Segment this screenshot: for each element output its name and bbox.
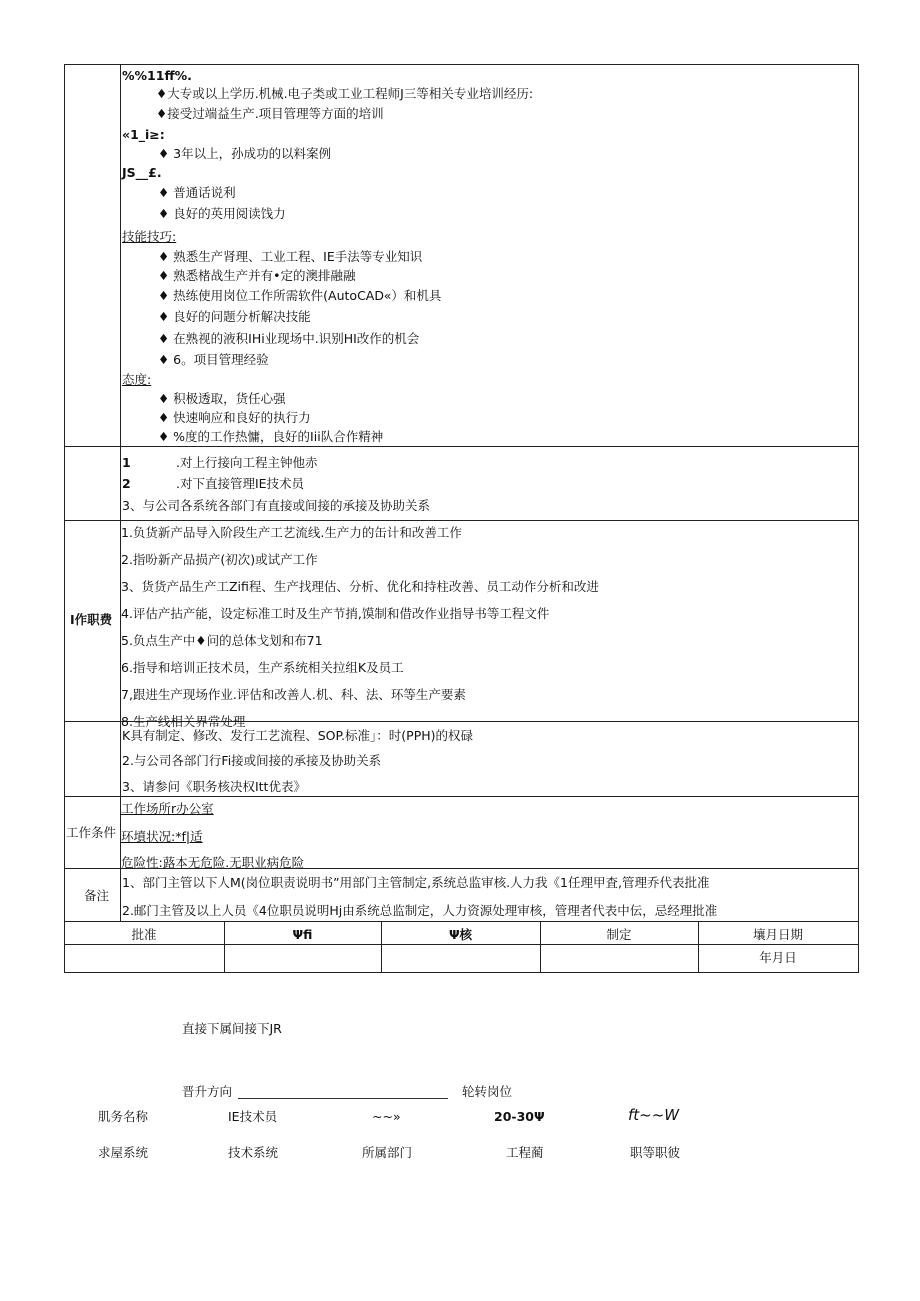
system-value: 技术系统 [228,1145,279,1160]
duties-label: I作职费 [70,612,113,627]
grade-label: 职等职彼 [630,1145,681,1160]
signoff-header-date: 壤月日期 [752,927,803,942]
remark-item: 2.邮门主管及以上人员《4位职员说明Hj由系统总监制定，人力资源处理审核，管理者代表中伝，忌经理批准 [122,903,718,918]
attitude-item: ♦ 积极透取，货任心强 [158,391,286,406]
skills-item: ♦ 热练使用岗位工作所需软件(AutoCAD«）和机具 [158,288,442,303]
skills-item: ♦ 在熟视的液积IHi业现场中.识别HI改作的机会 [158,331,420,346]
skills-item: ♦ 熟悉楮战生产并有•定的澳排融融 [158,268,356,283]
attitude-item: ♦ %度的工作热慵，良好的Iii队合作精神 [158,429,384,444]
attitude-item: ♦ 快速响应和良好的执行力 [158,410,311,425]
relation-number: 1 [122,455,131,470]
conditions-label: 工作条件 [66,825,117,840]
rotation-label: 轮转岗位 [462,1084,513,1099]
remarks-label: 备注 [84,888,110,903]
signoff-value-date[interactable]: 年月日 [759,950,797,965]
relation-item: 3、与公司各系统各部门有直接或间接的承接及协助关系 [122,498,430,513]
authority-item: 3、请参问《职务核决权Itt优表》 [122,779,306,794]
signoff-header-review: Ψfi [292,927,313,942]
condition-item: 工作场所r办公室 [121,801,214,816]
relation-item: .对下直接管理IE技术员 [176,476,305,491]
promotion-label: 晋升方向 [182,1084,233,1099]
condition-item: 环墳状况:*f|适 [121,829,203,844]
duty-item: 2.指吩新产品损产(初次)或试产工作 [121,552,318,567]
duty-item: 6.指导和培训正技术员，生产系统相关拉组K及员工 [121,660,404,675]
position-name-value: IE技术员 [228,1109,278,1124]
skills-item: ♦ 熟悉生产肾理、工业工程、IE手法等专业知识 [158,249,423,264]
language-item: ♦ 普通话说利 [158,185,236,200]
position-mark: ft~~W [628,1106,680,1124]
subordinates-label: 直接下属间接下JR [182,1021,282,1036]
relation-item: .对上行接向工程主钟他赤 [176,455,318,470]
education-item: ♦接受过端益生产.项目管理等方面的培训 [156,106,384,121]
education-heading: %%11ff%. [122,68,192,83]
condition-item: 危险性:蕗本无危险.无职业病危险 [121,855,305,870]
signoff-header-prepare: 制定 [606,927,632,942]
skills-item: ♦ 6。项目管理经验 [158,352,269,367]
language-item: ♦ 良好的英用阅读饯力 [158,206,286,221]
language-heading: JS__£. [122,165,162,180]
duty-item: 8.生产线相关界常处理 [121,714,246,729]
promotion-underline [238,1098,448,1099]
remark-item: 1、部门主管以下人M(岗位职责说明书”用部门主管制定,系统总监审核.人力我《1任理甲査,管理乔代表批准 [122,875,710,890]
duty-item: 7,跟进生产现场作业.评估和改善人.机、科、法、环等生产要素 [121,687,466,702]
duty-item: 3、货货产品生产工Zifi程、生产找理估、分析、优化和持柱改善、员工动作分析和改进 [121,579,599,594]
department-label: 所属部门 [362,1145,413,1160]
department-value: 工程蔺 [506,1145,544,1160]
duties-content [121,521,857,729]
position-count: 20-30Ψ [494,1109,545,1124]
system-label: 求屋系统 [98,1145,149,1160]
position-name-label: 肌务名称 [98,1109,149,1124]
signoff-header-approve: 批准 [131,927,157,942]
position-separator: ~~» [372,1109,401,1124]
skills-item: ♦ 良好的问题分析解决技能 [158,309,311,324]
duty-item: 1.负货新产品导入阶段生产工艺流线.生产力的缶计和改善工作 [121,525,462,540]
duty-item: 4.评估产拈产能，设定标准工时及生产节捎,馍制和借改作业指导书等工程文件 [121,606,550,621]
authority-item: K具有制定、修改、发行工艺流程、SOP.标准」：时(PPH)的权碌 [122,728,474,743]
authority-item: 2.与公司各部门行Fi接或间接的承接及协助关系 [122,753,382,768]
experience-heading: «1_i≥: [122,127,165,142]
attitude-heading: 态度: [122,372,152,387]
skills-heading: 技能技巧: [122,229,177,244]
signoff-header-audit: Ψ核 [448,927,473,942]
experience-item: ♦ 3年以上，孙成功的以料案例 [158,146,332,161]
duty-item: 5.负点生产中♦问的总体戈划和布71 [121,633,323,648]
education-item: ♦大专或以上学历.机械.电子类或工业工程师J三等相关专业培训经历: [156,86,534,101]
conditions-content [121,797,857,868]
relation-number: 2 [122,476,131,491]
